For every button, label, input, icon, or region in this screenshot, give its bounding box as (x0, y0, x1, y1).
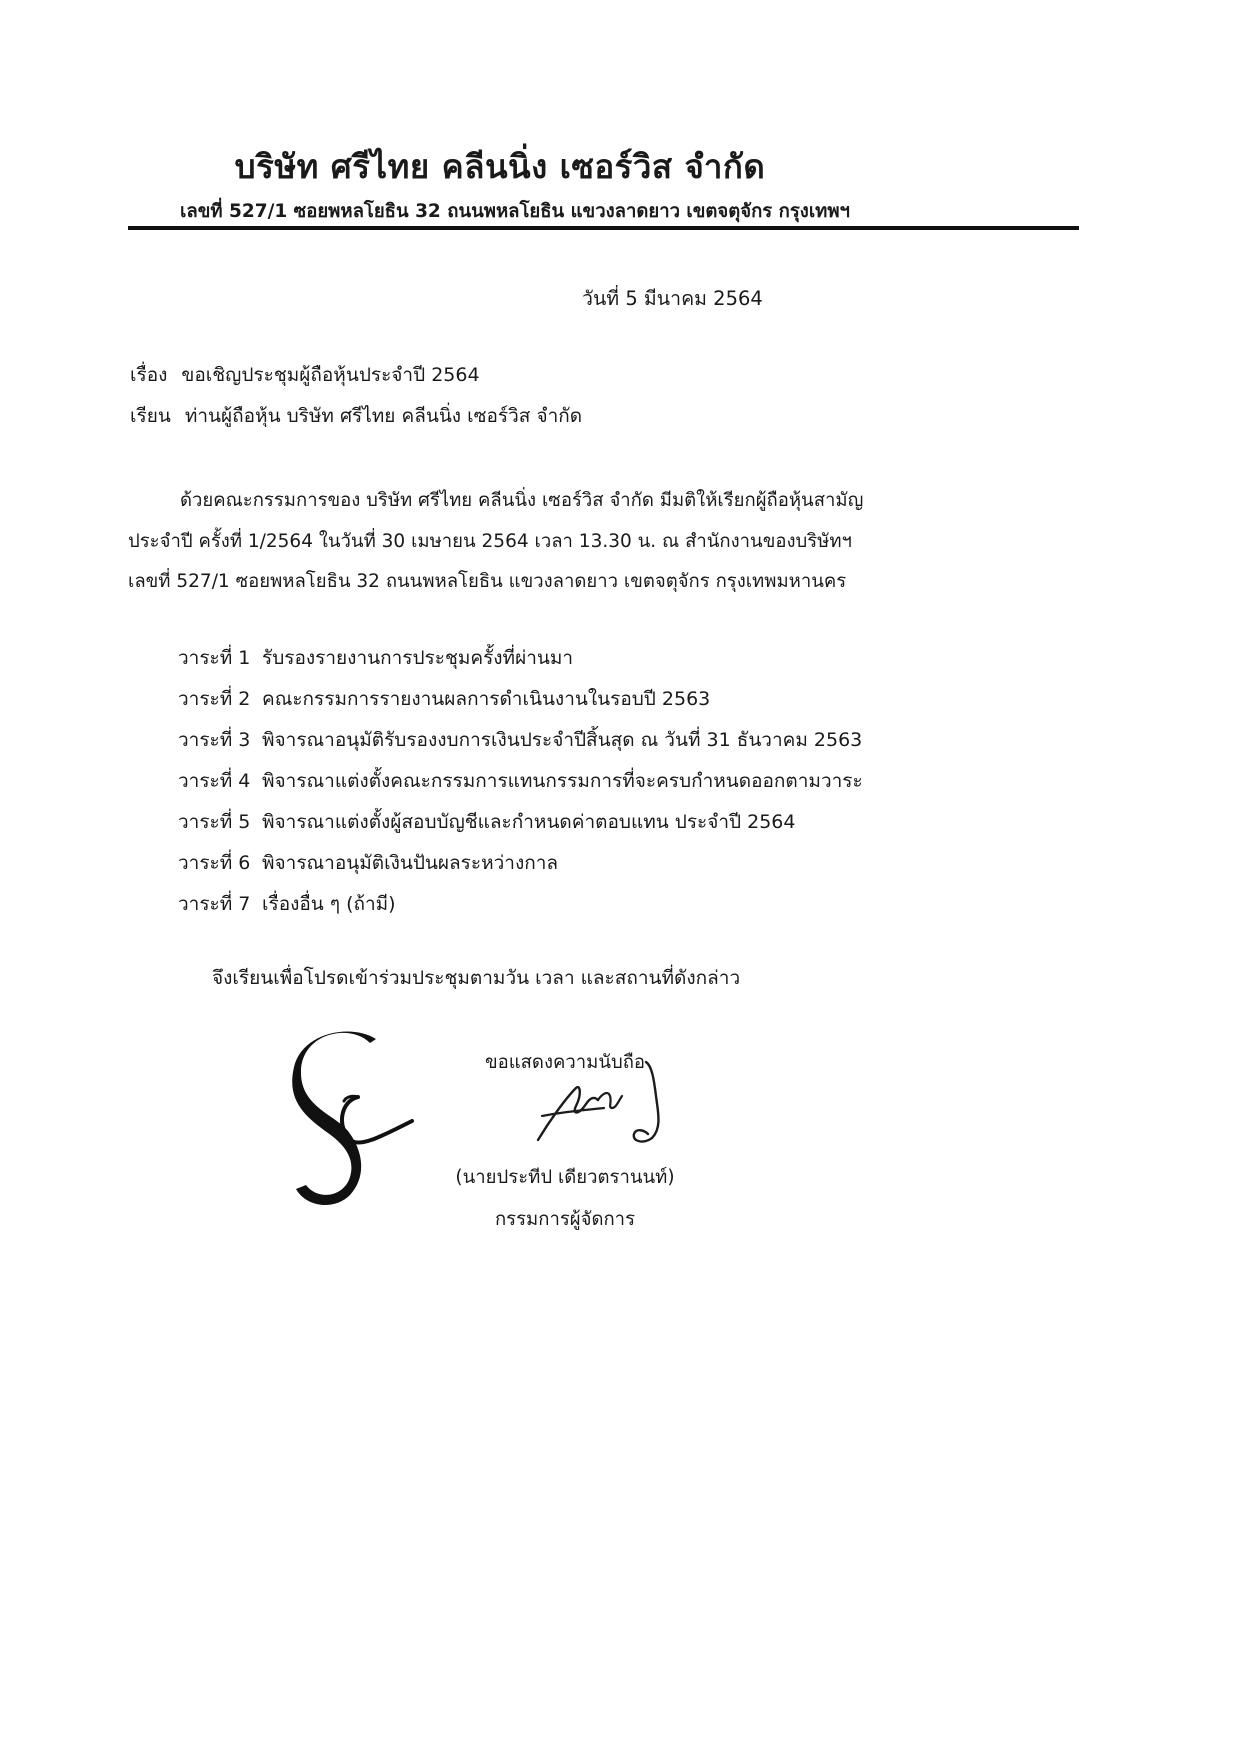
agenda-text: พิจารณาแต่งตั้งผู้สอบบัญชีและกำหนดค่าตอบแทน ประจำปี 2564 (262, 811, 796, 833)
company-name: บริษัท ศรีไทย คลีนนิ่ง เซอร์วิส จำกัด (234, 147, 766, 186)
agenda-text: พิจารณาอนุมัติเงินปันผลระหว่างกาล (262, 852, 559, 874)
body-paragraph-line: เลขที่ 527/1 ซอยพหลโยธิน 32 ถนนพหลโยธิน แขวงลาดยาว เขตจตุจักร กรุงเทพมหานคร (128, 571, 847, 592)
agenda-number: วาระที่ 1 (178, 647, 251, 669)
agenda-list (178, 643, 863, 930)
signer-name: (นายประทีป เดียวตรานนท์) (455, 1167, 675, 1188)
closing-line: จึงเรียนเพื่อโปรดเข้าร่วมประชุมตามวัน เวลา และสถานที่ดังกล่าว (212, 967, 741, 989)
agenda-number: วาระที่ 3 (178, 729, 251, 751)
agenda-item (178, 725, 863, 766)
subject-label: เรื่อง (130, 364, 168, 386)
body-paragraph-line: ด้วยคณะกรรมการของ บริษัท ศรีไทย คลีนนิ่ง เซอร์วิส จำกัด มีมติให้เรียกผู้ถือหุ้นสามัญ (180, 490, 864, 511)
agenda-item (178, 848, 863, 889)
agenda-item (178, 643, 863, 684)
agenda-text: คณะกรรมการรายงานผลการดำเนินงานในรอบปี 2563 (262, 688, 711, 710)
regards-text: ขอแสดงความนับถือ (484, 1052, 646, 1073)
company-address: เลขที่ 527/1 ซอยพหลโยธิน 32 ถนนพหลโยธิน แขวงลาดยาว เขตจตุจักร กรุงเทพฯ (180, 201, 850, 222)
subject-text: ขอเชิญประชุมผู้ถือหุ้นประจำปี 2564 (181, 364, 480, 386)
agenda-number: วาระที่ 6 (178, 852, 251, 874)
agenda-item (178, 766, 863, 807)
agenda-number: วาระที่ 7 (178, 893, 251, 915)
agenda-text: พิจารณาแต่งตั้งคณะกรรมการแทนกรรมการที่จะครบกำหนดออกตามวาระ (262, 770, 863, 792)
agenda-item (178, 889, 863, 930)
seal-c-stroke (342, 1097, 412, 1143)
agenda-text: เรื่องอื่น ๆ (ถ้ามี) (262, 893, 396, 915)
agenda-number: วาระที่ 5 (178, 811, 251, 833)
letterhead-divider (128, 226, 1079, 230)
recipient-label: เรียน (130, 405, 171, 427)
signer-title: กรรมการผู้จัดการ (494, 1209, 635, 1230)
agenda-item (178, 684, 863, 725)
handwritten-signature (528, 1058, 698, 1148)
agenda-item (178, 807, 863, 848)
agenda-text: พิจารณาอนุมัติรับรองงบการเงินประจำปีสิ้นสุด ณ วันที่ 31 ธันวาคม 2563 (262, 729, 863, 751)
subject-line (130, 360, 480, 390)
recipient-text: ท่านผู้ถือหุ้น บริษัท ศรีไทย คลีนนิ่ง เซอร์วิส จำกัด (184, 405, 583, 427)
letter-date: วันที่ 5 มีนาคม 2564 (582, 287, 763, 310)
agenda-number: วาระที่ 4 (178, 770, 251, 792)
agenda-text: รับรองรายงานการประชุมครั้งที่ผ่านมา (262, 647, 574, 669)
recipient-line (130, 401, 582, 431)
body-paragraph-line: ประจำปี ครั้งที่ 1/2564 ในวันที่ 30 เมษายน 2564 เวลา 13.30 น. ณ สำนักงานของบริษัทฯ (128, 531, 852, 552)
agenda-number: วาระที่ 2 (178, 688, 251, 710)
